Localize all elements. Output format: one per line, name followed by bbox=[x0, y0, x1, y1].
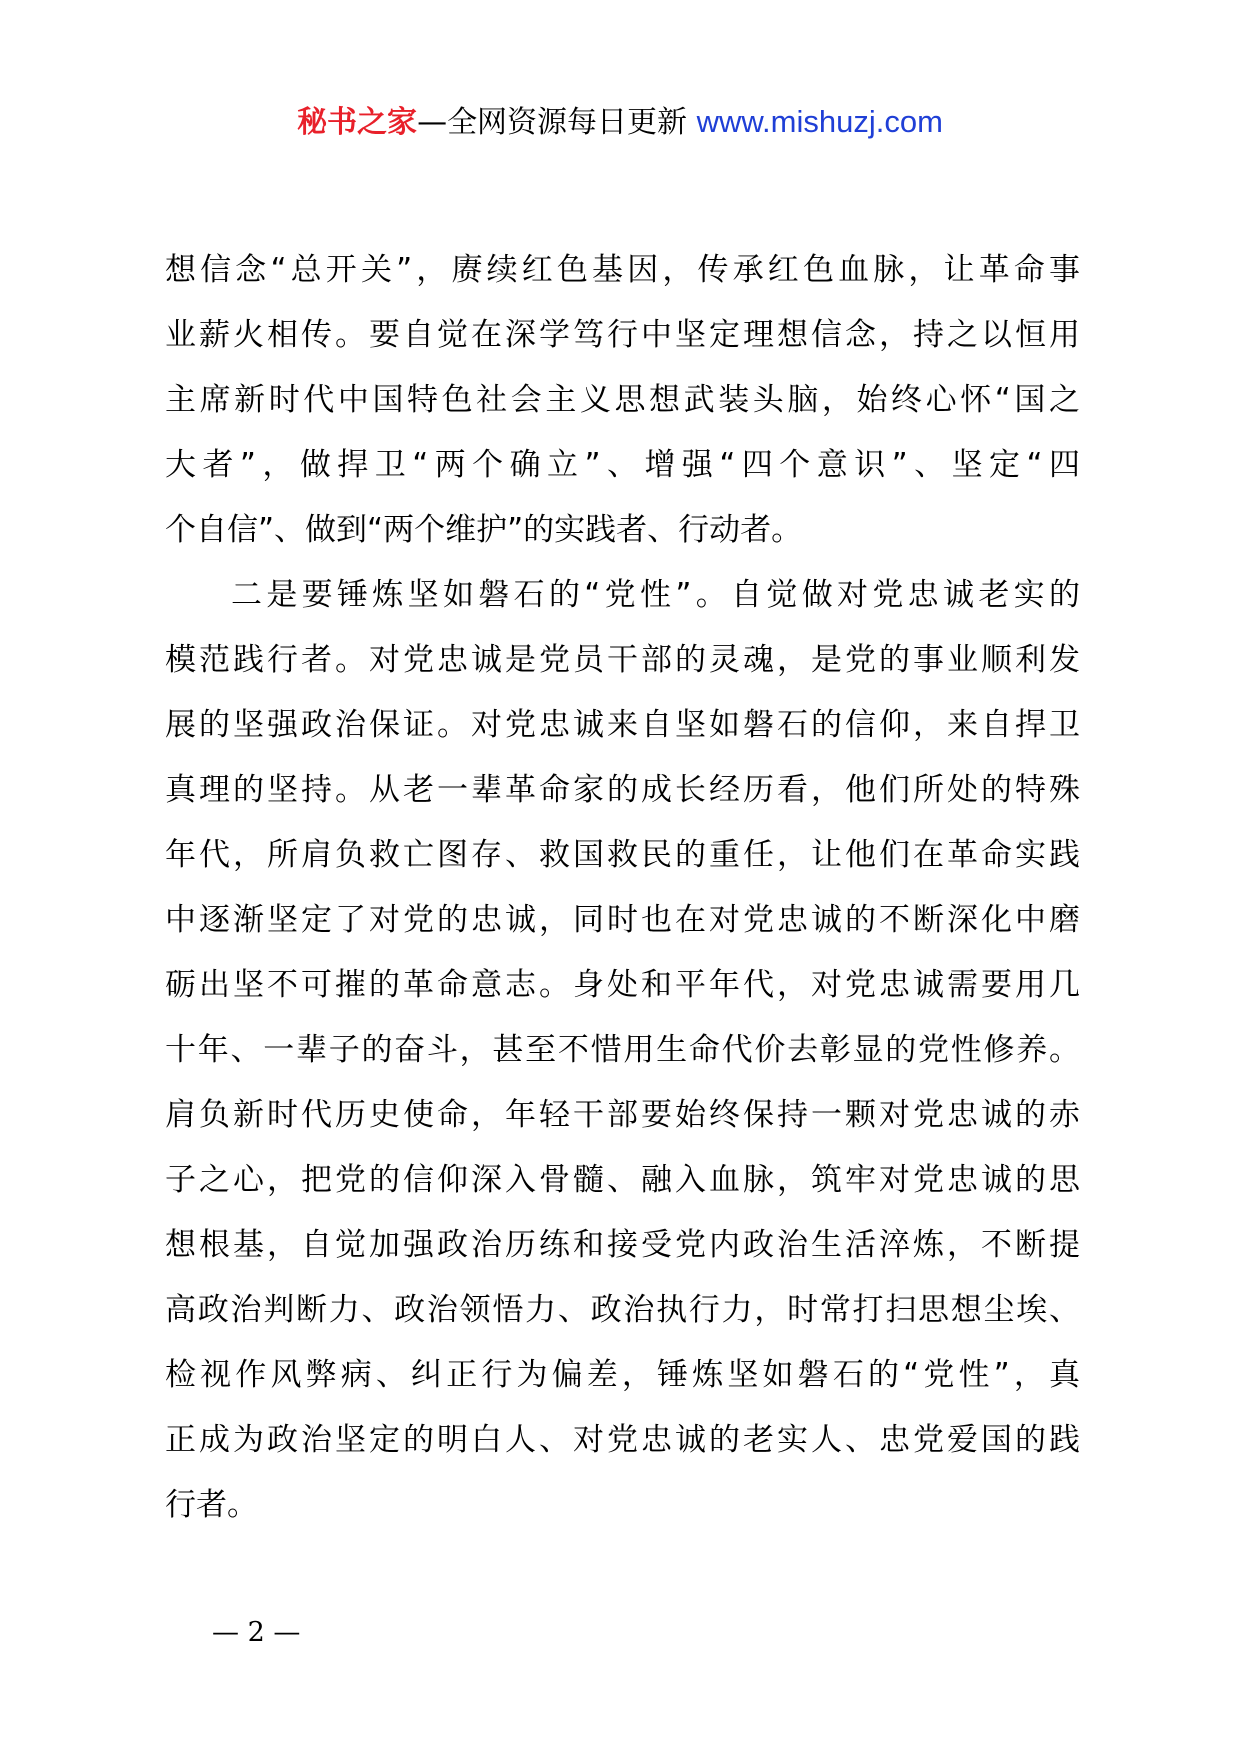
text-line: 展的坚强政治保证。对党忠诚来自坚如磐石的信仰，来自捍卫 bbox=[165, 707, 1080, 743]
text-line: 子之心，把党的信仰深入骨髓、融入血脉，筑牢对党忠诚的思 bbox=[165, 1162, 1080, 1198]
page-header bbox=[0, 100, 1240, 145]
text-line: 想根基，自觉加强政治历练和接受党内政治生活淬炼，不断提 bbox=[165, 1227, 1080, 1263]
text-line: 个自信”、做到“两个维护”的实践者、行动者。 bbox=[165, 512, 803, 548]
text-line: 主席新时代中国特色社会主义思想武装头脑，始终心怀“国之 bbox=[165, 382, 1080, 418]
text-line: 真理的坚持。从老一辈革命家的成长经历看，他们所处的特殊 bbox=[165, 772, 1080, 808]
text-line: 大者”，做捍卫“两个确立”、增强“四个意识”、坚定“四 bbox=[165, 447, 1080, 483]
text-line: 十年、一辈子的奋斗，甚至不惜用生命代价去彰显的党性修养。 bbox=[165, 1032, 1080, 1068]
text-line: 正成为政治坚定的明白人、对党忠诚的老实人、忠党爱国的践 bbox=[165, 1422, 1080, 1458]
site-tagline: —全网资源每日更新 bbox=[417, 105, 688, 140]
document-body bbox=[165, 238, 1080, 1538]
text-line: 高政治判断力、政治领悟力、政治执行力，时常打扫思想尘埃、 bbox=[165, 1292, 1080, 1328]
paragraph-start-line: 二是要锤炼坚如磐石的“党性”。自觉做对党忠诚老实的 bbox=[231, 577, 1080, 613]
text-line: 想信念“总开关”，赓续红色基因，传承红色血脉，让革命事 bbox=[165, 252, 1080, 288]
text-line: 年代，所肩负救亡图存、救国救民的重任，让他们在革命实践 bbox=[165, 837, 1080, 873]
text-line: 业薪火相传。要自觉在深学笃行中坚定理想信念，持之以恒用 bbox=[165, 317, 1080, 353]
page-number: — 2 — bbox=[212, 1617, 301, 1648]
text-line: 中逐渐坚定了对党的忠诚，同时也在对党忠诚的不断深化中磨 bbox=[165, 902, 1080, 938]
site-brand: 秘书之家 bbox=[297, 105, 418, 140]
text-line: 肩负新时代历史使命，年轻干部要始终保持一颗对党忠诚的赤 bbox=[165, 1097, 1080, 1133]
text-line: 检视作风弊病、纠正行为偏差，锤炼坚如磐石的“党性”，真 bbox=[165, 1357, 1080, 1393]
site-url-link[interactable]: www.mishuzj.com bbox=[696, 104, 943, 139]
text-line: 行者。 bbox=[165, 1487, 258, 1523]
text-line: 砺出坚不可摧的革命意志。身处和平年代，对党忠诚需要用几 bbox=[165, 967, 1080, 1003]
text-line: 模范践行者。对党忠诚是党员干部的灵魂，是党的事业顺利发 bbox=[165, 642, 1080, 678]
